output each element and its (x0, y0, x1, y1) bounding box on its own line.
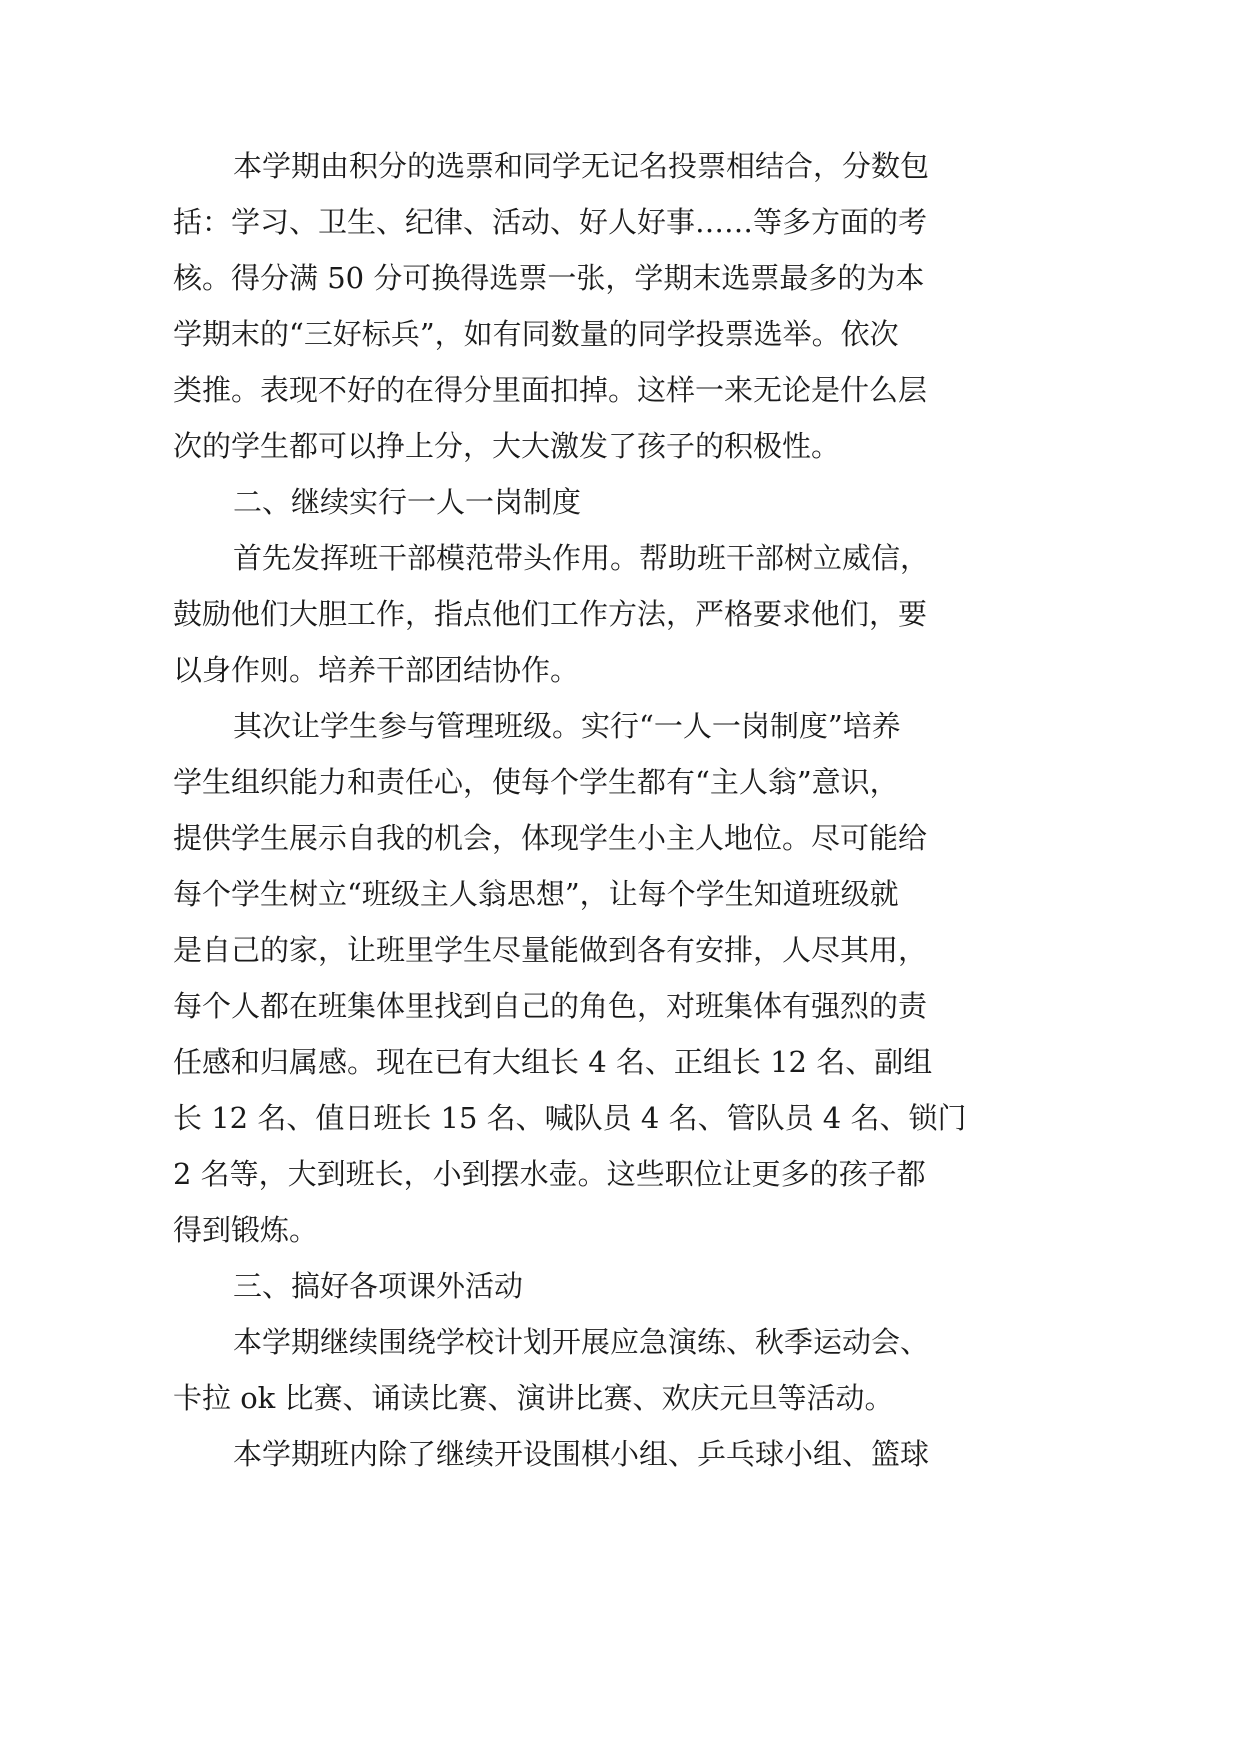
paragraph-line: 每个学生树立“班级主人翁思想”，让每个学生知道班级就 (173, 877, 899, 911)
paragraph-line: 本学期由积分的选票和同学无记名投票相结合，分数包 (233, 149, 930, 183)
paragraph-line: 本学期班内除了继续开设围棋小组、乒乓球小组、篮球 (233, 1437, 930, 1471)
paragraph-line: 鼓励他们大胆工作，指点他们工作方法，严格要求他们，要 (173, 597, 928, 631)
paragraph-line: 任感和归属感。现在已有大组长 4 名、正组长 12 名、副组 (173, 1045, 933, 1079)
paragraph-line: 以身作则。培养干部团结协作。 (173, 653, 580, 687)
paragraph-line: 类推。表现不好的在得分里面扣掉。这样一来无论是什么层 (173, 373, 928, 407)
paragraph-line: 提供学生展示自我的机会，体现学生小主人地位。尽可能给 (173, 821, 928, 855)
paragraph-line: 是自己的家，让班里学生尽量能做到各有安排，人尽其用， (173, 933, 928, 967)
paragraph-line: 核。得分满 50 分可换得选票一张，学期末选票最多的为本 (173, 261, 925, 295)
paragraph-line: 卡拉 ok 比赛、诵读比赛、演讲比赛、欢庆元旦等活动。 (173, 1381, 894, 1415)
paragraph-line: 得到锻炼。 (173, 1213, 319, 1247)
paragraph-line: 首先发挥班干部模范带头作用。帮助班干部树立威信， (233, 541, 930, 575)
paragraph-line: 本学期继续围绕学校计划开展应急演练、秋季运动会、 (233, 1325, 930, 1359)
paragraph-line: 2 名等，大到班长，小到摆水壶。这些职位让更多的孩子都 (173, 1157, 926, 1191)
section-heading: 三、搞好各项课外活动 (233, 1269, 524, 1303)
paragraph-line: 其次让学生参与管理班级。实行“一人一岗制度”培养 (233, 709, 901, 743)
paragraph-line: 学生组织能力和责任心，使每个学生都有“主人翁”意识， (173, 765, 899, 799)
paragraph-line: 长 12 名、值日班长 15 名、喊队员 4 名、管队员 4 名、锁门 (173, 1101, 967, 1135)
paragraph-line: 每个人都在班集体里找到自己的角色，对班集体有强烈的责 (173, 989, 928, 1023)
paragraph-line: 括：学习、卫生、纪律、活动、好人好事……等多方面的考 (173, 205, 928, 239)
section-heading: 二、继续实行一人一岗制度 (233, 485, 582, 519)
paragraph-line: 次的学生都可以挣上分，大大激发了孩子的积极性。 (173, 429, 841, 463)
paragraph-line: 学期末的“三好标兵”，如有同数量的同学投票选举。依次 (173, 317, 899, 351)
